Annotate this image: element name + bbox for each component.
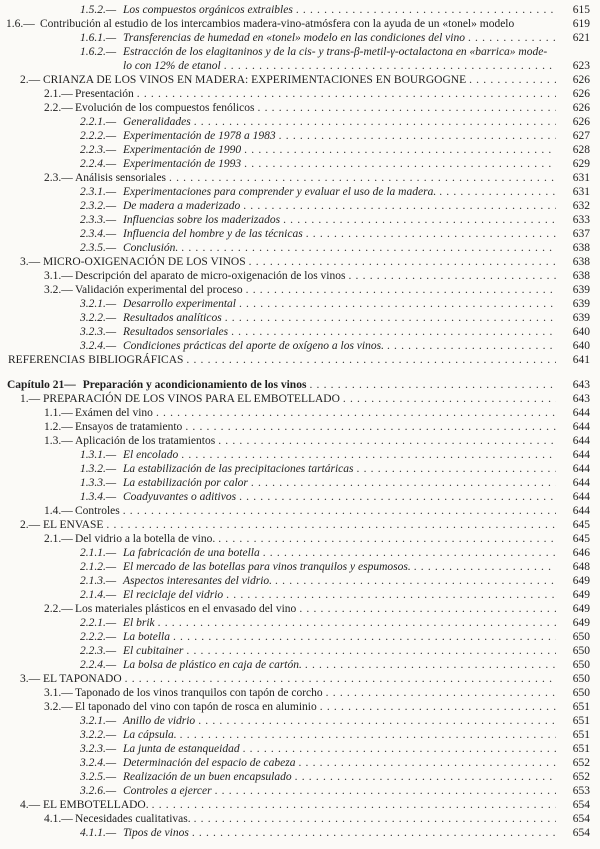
toc-entry-page: 651: [572, 715, 590, 727]
dot-leader: [244, 157, 556, 171]
toc-entry-title: Los compuestos orgánicos extraibles: [123, 4, 293, 16]
toc-entry-number: 2.2.3.—: [80, 144, 117, 156]
toc-entry-page: 654: [572, 799, 590, 811]
toc-entry-page: 637: [572, 228, 590, 240]
toc-entry-page: 641: [572, 354, 590, 366]
toc-entry-page: 639: [572, 312, 590, 324]
dot-leader: [263, 546, 556, 560]
toc-row: [0, 213, 600, 227]
dot-leader: [295, 770, 556, 784]
toc-entry-number: 3.—: [20, 673, 41, 685]
toc-entry-title: Aspectos interesantes del vidrio.: [123, 575, 273, 587]
toc-row: [0, 714, 600, 728]
toc-entry-title: Presentación: [75, 88, 134, 100]
toc-entry-title: Del vidrio a la botella de vino.: [75, 533, 216, 545]
toc-entry-page: 629: [572, 158, 590, 170]
toc-entry-number: 1.4.—: [44, 505, 73, 517]
toc-row: [0, 227, 600, 241]
toc-entry-page: 638: [572, 242, 590, 254]
toc-entry-page: 644: [572, 449, 590, 461]
toc-entry-page: 648: [572, 561, 590, 573]
toc-entry-number: 3.1.—: [44, 270, 73, 282]
dot-leader: [224, 59, 556, 73]
toc-row: [0, 199, 600, 213]
toc-entry-number: 3.2.2.—: [80, 312, 117, 324]
toc-entry-page: 651: [572, 729, 590, 741]
toc-entry-page: 654: [572, 813, 590, 825]
toc-row: [0, 339, 600, 353]
dot-leader: [243, 742, 556, 756]
toc-row: [0, 798, 600, 812]
toc-entry-page: 645: [572, 533, 590, 545]
toc-entry-page: 653: [572, 785, 590, 797]
toc-entry-number: 1.6.1.—: [80, 32, 117, 44]
toc-entry-number: 3.2.2.—: [80, 729, 117, 741]
toc-entry-page: 631: [572, 186, 590, 198]
toc-entry-title: La botella: [123, 631, 170, 643]
toc-row: [0, 616, 600, 630]
toc-entry-title: Resultados analíticos: [123, 312, 222, 324]
toc-entry-page: 640: [572, 326, 590, 338]
toc-entry-title: Condiciones prácticas del aporte de oxígeno a los vinos.: [123, 340, 384, 352]
dot-leader: [439, 185, 556, 199]
dot-leader: [173, 630, 556, 644]
toc-entry-page: 644: [572, 477, 590, 489]
toc-entry-title: Descripción del aparato de micro-oxigenación de los vinos: [75, 270, 346, 282]
dot-leader: [299, 602, 556, 616]
toc-row: [0, 378, 600, 392]
toc-entry-number: 2.—: [20, 519, 41, 531]
toc-entry-title: Evolución de los compuestos fenólicos: [75, 102, 255, 114]
toc-entry-page: 638: [572, 256, 590, 268]
toc-entry-title: MICRO-OXIGENACIÓN DE LOS VINOS: [43, 256, 246, 268]
toc-entry-title: Experimentaciones para comprender y evaluar el uso de la madera.: [123, 186, 437, 198]
dot-leader: [181, 241, 556, 255]
dot-leader: [218, 434, 556, 448]
toc-entry-page: 631: [572, 172, 590, 184]
toc-entry-number: 1.3.3.—: [80, 477, 117, 489]
toc-entry-page: 650: [572, 687, 590, 699]
dot-leader: [186, 353, 556, 367]
toc-row: [0, 686, 600, 700]
toc-row: [0, 630, 600, 644]
toc-entry-title: Experimentación de 1978 a 1983: [123, 130, 276, 142]
toc-entry-page: 626: [572, 74, 590, 86]
toc-entry-page: 643: [572, 393, 590, 405]
toc-entry-number: 2.1.—: [44, 88, 73, 100]
toc-entry-page: 644: [572, 435, 590, 447]
toc-entry-number: 1.—: [20, 393, 41, 405]
toc-entry-number: 3.2.—: [44, 701, 73, 713]
toc-entry-title: Ensayos de tratamiento: [75, 421, 183, 433]
toc-entry-title: Aplicación de los tratamientos: [75, 435, 216, 447]
dot-leader: [306, 227, 556, 241]
toc-entry-page: 627: [572, 130, 590, 142]
toc-entry-page: 644: [572, 491, 590, 503]
toc-entry-number: 3.2.4.—: [80, 757, 117, 769]
toc-entry-page: 639: [572, 284, 590, 296]
toc-entry-page: 650: [572, 631, 590, 643]
dot-leader: [125, 672, 556, 686]
toc-entry-title: La bolsa de plástico en caja de cartón.: [123, 659, 302, 671]
toc-entry-page: 649: [572, 603, 590, 615]
toc-row: [0, 406, 600, 420]
toc-entry-title: Desarrollo experimental: [123, 298, 236, 310]
toc-entry-title: EL EMBOTELLADO.: [43, 799, 149, 811]
dot-leader: [387, 339, 556, 353]
toc-entry-number: 1.1.—: [44, 407, 73, 419]
dot-leader: [258, 101, 557, 115]
dot-leader: [309, 378, 556, 392]
dot-leader: [469, 73, 556, 87]
toc-entry-title: La estabilización por calor: [123, 477, 248, 489]
toc-entry-page: 633: [572, 214, 590, 226]
toc-entry-title: Transferencias de humedad en «tonel» modelo en las condiciones del vino: [123, 32, 465, 44]
toc-entry-number: 2.1.2.—: [80, 561, 117, 573]
toc-entry-title: EL ENVASE: [43, 519, 104, 531]
toc-entry-title: Exámen del vino: [75, 407, 153, 419]
toc-entry-number: 3.2.—: [44, 284, 73, 296]
toc-entry-page: 621: [572, 32, 590, 44]
dot-leader: [185, 420, 556, 434]
toc-entry-number: 2.2.2.—: [80, 130, 117, 142]
toc-entry-page: 654: [572, 827, 590, 839]
toc-entry-page: 650: [572, 645, 590, 657]
toc-entry-page: 651: [572, 743, 590, 755]
toc-entry-page: 639: [572, 298, 590, 310]
dot-leader: [348, 269, 556, 283]
toc-entry-number: 2.3.3.—: [80, 214, 117, 226]
toc-entry-page: 619: [572, 18, 590, 30]
toc-entry-title: Experimentación de 1993: [123, 158, 242, 170]
toc-entry-number: 2.3.1.—: [80, 186, 117, 198]
toc-row: [0, 185, 600, 199]
toc-row: [0, 672, 600, 686]
toc-entry-number: 2.2.3.—: [80, 645, 117, 657]
toc-row: [0, 448, 600, 462]
dot-leader: [239, 297, 556, 311]
toc-entry-number: 3.2.4.—: [80, 340, 117, 352]
toc-entry-number: 3.—: [20, 256, 41, 268]
toc-entry-page: 643: [572, 379, 590, 391]
toc-entry-title: El taponado del vino con tapón de rosca en aluminio: [75, 701, 317, 713]
toc-row: [0, 518, 600, 532]
toc-entry-number: 2.2.2.—: [80, 631, 117, 643]
toc-entry-title: La junta de estanqueidad: [123, 743, 240, 755]
toc-entry-number: 2.1.3.—: [80, 575, 117, 587]
toc-entry-page: 652: [572, 771, 590, 783]
toc-entry-title: Tipos de vinos: [123, 827, 189, 839]
toc-entry-number: 2.2.1.—: [80, 617, 117, 629]
toc-entry-number: 1.3.4.—: [80, 491, 117, 503]
toc-entry-title: lo con 12% de etanol: [123, 60, 221, 72]
toc-entry-title: Controles: [75, 505, 120, 517]
toc-row: [0, 574, 600, 588]
toc-entry-title: Realización de un buen encapsulado: [123, 771, 292, 783]
dot-leader: [215, 784, 556, 798]
toc-row: [0, 546, 600, 560]
dot-leader: [158, 616, 556, 630]
toc-row: [0, 31, 600, 45]
dot-leader: [243, 199, 556, 213]
dot-leader: [239, 490, 556, 504]
toc-entry-title: Experimentación de 1990: [123, 144, 242, 156]
toc-entry-number: 2.—: [20, 74, 41, 86]
dot-leader: [156, 406, 556, 420]
toc-entry-title: CRIANZA DE LOS VINOS EN MADERA: EXPERIMENTACIONES EN BOURGOGNE: [43, 74, 467, 86]
dot-leader: [192, 826, 556, 840]
toc-row: [0, 420, 600, 434]
toc-entry-number: 2.2.4.—: [80, 659, 117, 671]
toc-entry-page: 640: [572, 340, 590, 352]
dot-leader: [231, 325, 556, 339]
toc-entry-number: 1.2.—: [44, 421, 73, 433]
toc-entry-title: La fabricación de una botella: [123, 547, 260, 559]
toc-entry-title: Resultados sensoriales: [123, 326, 229, 338]
dot-leader: [186, 644, 556, 658]
toc-entry-title: Contribución al estudio de los intercambios madera-vino-atmósfera con la ayuda de un «tonel» modelo: [40, 18, 515, 30]
toc-entry-title: El encolado: [123, 449, 179, 461]
dot-leader: [152, 798, 556, 812]
toc-entry-title: Taponado de los vinos tranquilos con tapón de corcho: [75, 687, 323, 699]
toc-row: [0, 311, 600, 325]
dot-leader: [251, 476, 556, 490]
toc-entry-title: El brik: [123, 617, 155, 629]
dot-leader: [275, 574, 556, 588]
dot-leader: [198, 714, 556, 728]
toc-entry-number: 2.1.4.—: [80, 589, 117, 601]
toc-row: [0, 3, 600, 17]
toc-entry-number: 3.2.6.—: [80, 785, 117, 797]
toc-entry-title: Determinación del espacio de cabeza: [123, 757, 296, 769]
toc-entry-title: Generalidades: [123, 116, 191, 128]
toc-row: [0, 353, 600, 367]
toc-entry-number: 3.2.3.—: [80, 743, 117, 755]
toc-entry-page: 623: [572, 60, 590, 72]
toc-entry-title: El mercado de las botellas para vinos tranquilos y espumosos.: [123, 561, 411, 573]
dot-leader: [123, 504, 556, 518]
dot-leader: [180, 728, 556, 742]
toc-entry-title: De madera a maderizado: [123, 200, 241, 212]
toc-entry-page: 651: [572, 701, 590, 713]
dot-leader: [296, 3, 556, 17]
toc-row: [0, 87, 600, 101]
toc-entry-number: 4.1.1.—: [80, 827, 117, 839]
toc-entry-number: Capítulo 21—: [7, 379, 76, 391]
toc-entry-page: 650: [572, 659, 590, 671]
toc-entry-page: 649: [572, 589, 590, 601]
dot-leader: [326, 686, 556, 700]
toc-entry-number: 3.2.3.—: [80, 326, 117, 338]
toc-entry-number: 2.1.—: [44, 533, 73, 545]
toc-row: [0, 560, 600, 574]
toc-row: [0, 826, 600, 840]
toc-entry-title: REFERENCIAS BIBLIOGRÁFICAS: [8, 354, 184, 366]
toc-row: [0, 812, 600, 826]
toc-entry-number: 4.1.—: [44, 813, 73, 825]
toc-entry-title: Validación experimental del proceso: [75, 284, 243, 296]
toc-row: [0, 602, 600, 616]
toc-row: [0, 434, 600, 448]
toc-entry-number: 2.2.1.—: [80, 116, 117, 128]
toc-entry-number: 1.3.2.—: [80, 463, 117, 475]
toc-row: [0, 45, 600, 59]
dot-leader: [194, 812, 556, 826]
toc-entry-title: El cubitainer: [123, 645, 184, 657]
toc-entry-number: 1.3.1.—: [80, 449, 117, 461]
toc-entry-number: 3.2.1.—: [80, 298, 117, 310]
toc-entry-title: PREPARACIÓN DE LOS VINOS PARA EL EMBOTELLADO: [43, 393, 340, 405]
dot-leader: [468, 31, 556, 45]
dot-leader: [137, 87, 556, 101]
toc-entry-page: 652: [572, 757, 590, 769]
toc-row: [0, 462, 600, 476]
toc-entry-number: 1.3.—: [44, 435, 73, 447]
toc-row: [0, 644, 600, 658]
toc-row: [0, 269, 600, 283]
toc-entry-page: 645: [572, 519, 590, 531]
toc-entry-page: 650: [572, 673, 590, 685]
dot-leader: [225, 311, 556, 325]
dot-leader: [194, 115, 556, 129]
toc-entry-title: Conclusión.: [123, 242, 179, 254]
toc-row: [0, 143, 600, 157]
toc-entry-page: 638: [572, 270, 590, 282]
toc-entry-page: 646: [572, 547, 590, 559]
toc-entry-title: Controles a ejercer: [123, 785, 212, 797]
toc-entry-page: 649: [572, 617, 590, 629]
dot-leader: [343, 392, 556, 406]
toc-entry-page: 644: [572, 407, 590, 419]
toc-entry-number: 4.—: [20, 799, 41, 811]
dot-leader: [320, 700, 556, 714]
toc-row: [0, 297, 600, 311]
toc-row: [0, 171, 600, 185]
toc-entry-title: La estabilización de las precipitaciones tartáricas: [123, 463, 354, 475]
toc-row: [0, 728, 600, 742]
toc-row: [0, 742, 600, 756]
toc-entry-title: EL TAPONADO: [43, 673, 122, 685]
toc-row: [0, 283, 600, 297]
toc-entry-title: Necesidades cualitativas.: [75, 813, 191, 825]
toc-entry-number: 2.3.—: [44, 172, 73, 184]
dot-leader: [414, 560, 556, 574]
toc-entry-title: Coadyuvantes o aditivos: [123, 491, 237, 503]
toc-entry-page: 615: [572, 4, 590, 16]
toc-row: [0, 392, 600, 406]
dot-leader: [218, 532, 556, 546]
toc-entry-page: 649: [572, 575, 590, 587]
toc-entry-number: 3.2.1.—: [80, 715, 117, 727]
toc-entry-number: 2.2.—: [44, 603, 73, 615]
toc-row: [0, 255, 600, 269]
dot-leader: [106, 518, 556, 532]
toc-entry-number: 2.3.2.—: [80, 200, 117, 212]
toc-entry-page: 626: [572, 116, 590, 128]
toc-entry-title: La cápsula.: [123, 729, 177, 741]
toc-entry-number: 1.6.—: [6, 18, 35, 30]
toc-row: [0, 325, 600, 339]
toc-entry-title: Influencia del hombre y de las técnicas: [123, 228, 303, 240]
dot-leader: [279, 129, 556, 143]
toc-row: [0, 490, 600, 504]
toc-entry-page: 628: [572, 144, 590, 156]
toc-entry-page: 626: [572, 102, 590, 114]
toc-list: [0, 3, 600, 840]
toc-row: [0, 17, 600, 31]
dot-leader: [246, 283, 556, 297]
toc-row: [0, 157, 600, 171]
toc-row: [0, 129, 600, 143]
toc-row: [0, 101, 600, 115]
toc-row: [0, 73, 600, 87]
toc-entry-page: 626: [572, 88, 590, 100]
dot-leader: [357, 462, 556, 476]
toc-row: [0, 784, 600, 798]
toc-entry-title: Influencias sobre los maderizados: [123, 214, 281, 226]
toc-entry-title: Los materiales plásticos en el envasado del vino: [75, 603, 297, 615]
toc-entry-number: 1.6.2.—: [80, 46, 117, 58]
dot-leader: [249, 255, 556, 269]
toc-row: [0, 59, 600, 73]
toc-entry-number: 2.2.4.—: [80, 158, 117, 170]
toc-entry-page: 644: [572, 421, 590, 433]
toc-row: [0, 532, 600, 546]
dot-leader: [305, 658, 556, 672]
toc-row: [0, 504, 600, 518]
toc-entry-title: Preparación y acondicionamiento de los vinos: [82, 379, 307, 391]
toc-entry-title: Estracción de los elagitaninos y de la cis- y trans-β-metil-γ-octalactona en «barrica» mode-: [123, 46, 548, 58]
toc-entry-title: El reciclaje del vidrio: [123, 589, 224, 601]
dot-leader: [244, 143, 556, 157]
toc-entry-number: 2.2.—: [44, 102, 73, 114]
dot-leader: [226, 588, 556, 602]
toc-entry-page: 644: [572, 463, 590, 475]
toc-entry-number: 2.3.4.—: [80, 228, 117, 240]
toc-row: [0, 756, 600, 770]
toc-entry-title: Anillo de vidrio: [123, 715, 196, 727]
toc-entry-number: 2.3.5.—: [80, 242, 117, 254]
toc-entry-title: Análisis sensoriales: [75, 172, 167, 184]
toc-entry-number: 3.2.5.—: [80, 771, 117, 783]
toc-entry-number: 2.1.1.—: [80, 547, 117, 559]
toc-row: [0, 700, 600, 714]
toc-entry-number: 1.5.2.—: [80, 4, 117, 16]
dot-leader: [169, 171, 556, 185]
dot-leader: [283, 213, 556, 227]
toc-row: [0, 241, 600, 255]
toc-entry-page: 632: [572, 200, 590, 212]
toc-row: [0, 658, 600, 672]
toc-entry-number: 3.1.—: [44, 687, 73, 699]
toc-row: [0, 476, 600, 490]
dot-leader: [298, 756, 556, 770]
toc-row: [0, 588, 600, 602]
toc-entry-page: 644: [572, 505, 590, 517]
toc-row: [0, 770, 600, 784]
toc-row: [0, 115, 600, 129]
dot-leader: [181, 448, 556, 462]
